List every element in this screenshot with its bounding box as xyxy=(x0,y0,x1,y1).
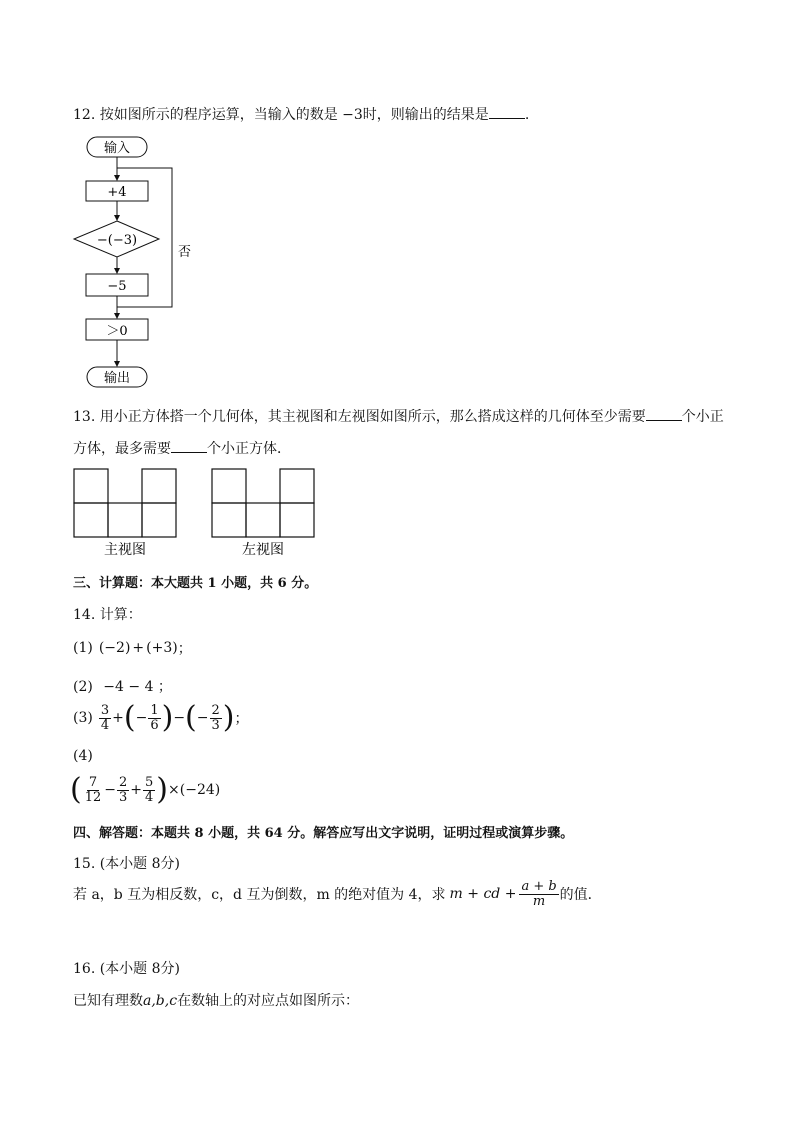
flow-gt0-label: ＞0 xyxy=(106,324,128,339)
left-paren: ( xyxy=(185,700,197,735)
q16-statement xyxy=(73,990,359,1010)
q14-p1-end: ； xyxy=(177,641,192,657)
frac-den: 3 xyxy=(119,789,128,805)
q14-p4-frac3 xyxy=(143,776,155,804)
frac-num: 2 xyxy=(211,702,220,718)
right-paren: ) xyxy=(161,700,174,735)
q14-p4-minus: − xyxy=(104,782,116,798)
q13-blank-max xyxy=(171,440,207,453)
frac-den: 4 xyxy=(100,717,110,733)
q13-blank-min xyxy=(646,408,682,421)
q16-text-b: 在数轴上的对应点如图所示： xyxy=(177,993,360,1009)
q13-line1 xyxy=(73,406,724,426)
q14-p4-label: (4) xyxy=(73,748,93,764)
flow-add4-label: +4 xyxy=(107,185,127,200)
q13-line2 xyxy=(73,438,291,458)
q16-text-a: 已知有理数 xyxy=(73,993,143,1009)
frac-num: 3 xyxy=(100,702,110,718)
right-paren: ) xyxy=(156,772,169,807)
q14-p3-frac1 xyxy=(99,704,111,732)
q13-line2-a: 方体，最多需要 xyxy=(73,441,171,457)
flow-input-label: 输入 xyxy=(103,141,131,156)
frac-num: a + b xyxy=(521,879,557,894)
q12-answer-blank xyxy=(489,106,525,119)
q15-text-a: 若 a，b 互为相反数，c，d 互为倒数，m 的绝对值为 4，求 xyxy=(73,887,446,904)
section-4-heading: 四、解答题：本题共 8 小题，共 64 分。解答应写出文字说明，证明过程或演算步骤。 xyxy=(73,826,574,841)
frac-num: 5 xyxy=(145,774,154,790)
q14-p4-frac1 xyxy=(83,776,104,804)
flow-no-label: 否 xyxy=(178,245,192,260)
frac-den: m xyxy=(532,893,546,909)
q14-p3-label: (3) xyxy=(73,710,93,726)
left-paren: ( xyxy=(70,772,82,807)
front-view-label: 主视图 xyxy=(104,542,146,558)
q14-p4-plus: + xyxy=(130,782,143,798)
q15-text-b: 的值． xyxy=(559,887,602,904)
q12-text-after: . xyxy=(524,107,530,123)
q14-p1-label: (1) xyxy=(73,640,93,656)
flow-minus5-label: −5 xyxy=(107,279,127,294)
q14-p4-tail: ×(−24) xyxy=(168,782,221,798)
q14-title: 14. 计算： xyxy=(73,607,142,623)
q14-p3-end: ； xyxy=(234,711,249,727)
q13-line1-a: 13. 用小正方体搭一个几何体，其主视图和左视图如图所示，那么搭成这样的几何体至少需要 xyxy=(73,409,646,425)
left-paren: ( xyxy=(123,700,136,735)
q15-statement xyxy=(73,880,602,908)
q15-expr-left: m + cd + xyxy=(449,886,517,903)
q16-vars: a,b,c xyxy=(143,993,178,1009)
left-view-grid xyxy=(212,469,314,537)
q14-p4-frac2 xyxy=(117,776,129,804)
q14-p2-label: (2) xyxy=(73,679,93,695)
left-view-label: 左视图 xyxy=(242,542,284,558)
q14-part2 xyxy=(73,676,172,696)
q12-flowchart xyxy=(70,130,210,392)
q14-part3 xyxy=(73,700,249,735)
frac-num: 1 xyxy=(150,702,159,718)
q14-p1-op: + xyxy=(132,640,145,656)
frac-num: 2 xyxy=(119,774,128,790)
frac-den: 6 xyxy=(150,717,159,733)
q14-part1 xyxy=(73,638,192,658)
q15-frac xyxy=(519,880,558,908)
q14-p3-frac2 xyxy=(148,704,160,732)
q14-p3-frac3 xyxy=(210,704,222,732)
q13-line1-b: 个小正 xyxy=(681,409,724,425)
q14-p2-expr: −4 − 4 ； xyxy=(103,679,172,695)
q12-statement xyxy=(73,104,529,124)
q14-p1-term2: (+3) xyxy=(146,640,178,656)
q13-line2-b: 个小正方体． xyxy=(207,441,291,457)
front-view-grid xyxy=(74,469,176,537)
flow-output-label: 输出 xyxy=(103,371,131,386)
flow-minus-neg3-label: −(−3) xyxy=(96,233,138,248)
q14-p3-neg1: − xyxy=(135,710,148,726)
right-paren: ) xyxy=(222,700,235,735)
q14-p3-neg2: − xyxy=(196,710,209,726)
section-3-heading: 三、计算题：本大题共 1 小题，共 6 分。 xyxy=(73,576,318,591)
q14-p3-minus: − xyxy=(173,710,186,726)
q14-part4 xyxy=(70,772,221,807)
q14-p3-plus: + xyxy=(112,710,124,726)
frac-num: 7 xyxy=(88,774,98,790)
frac-den: 4 xyxy=(145,789,154,805)
q16-title: 16. (本小题 8分) xyxy=(73,961,180,977)
frac-den: 12 xyxy=(84,789,102,805)
q14-p1-term1: (−2) xyxy=(98,640,131,656)
frac-den: 3 xyxy=(211,717,220,733)
q15-title: 15. (本小题 8分) xyxy=(73,856,180,872)
q13-views-figure xyxy=(72,467,322,562)
q12-text-before: 12. 按如图所示的程序运算，当输入的数是 −3时，则输出的结果是 xyxy=(73,107,489,123)
